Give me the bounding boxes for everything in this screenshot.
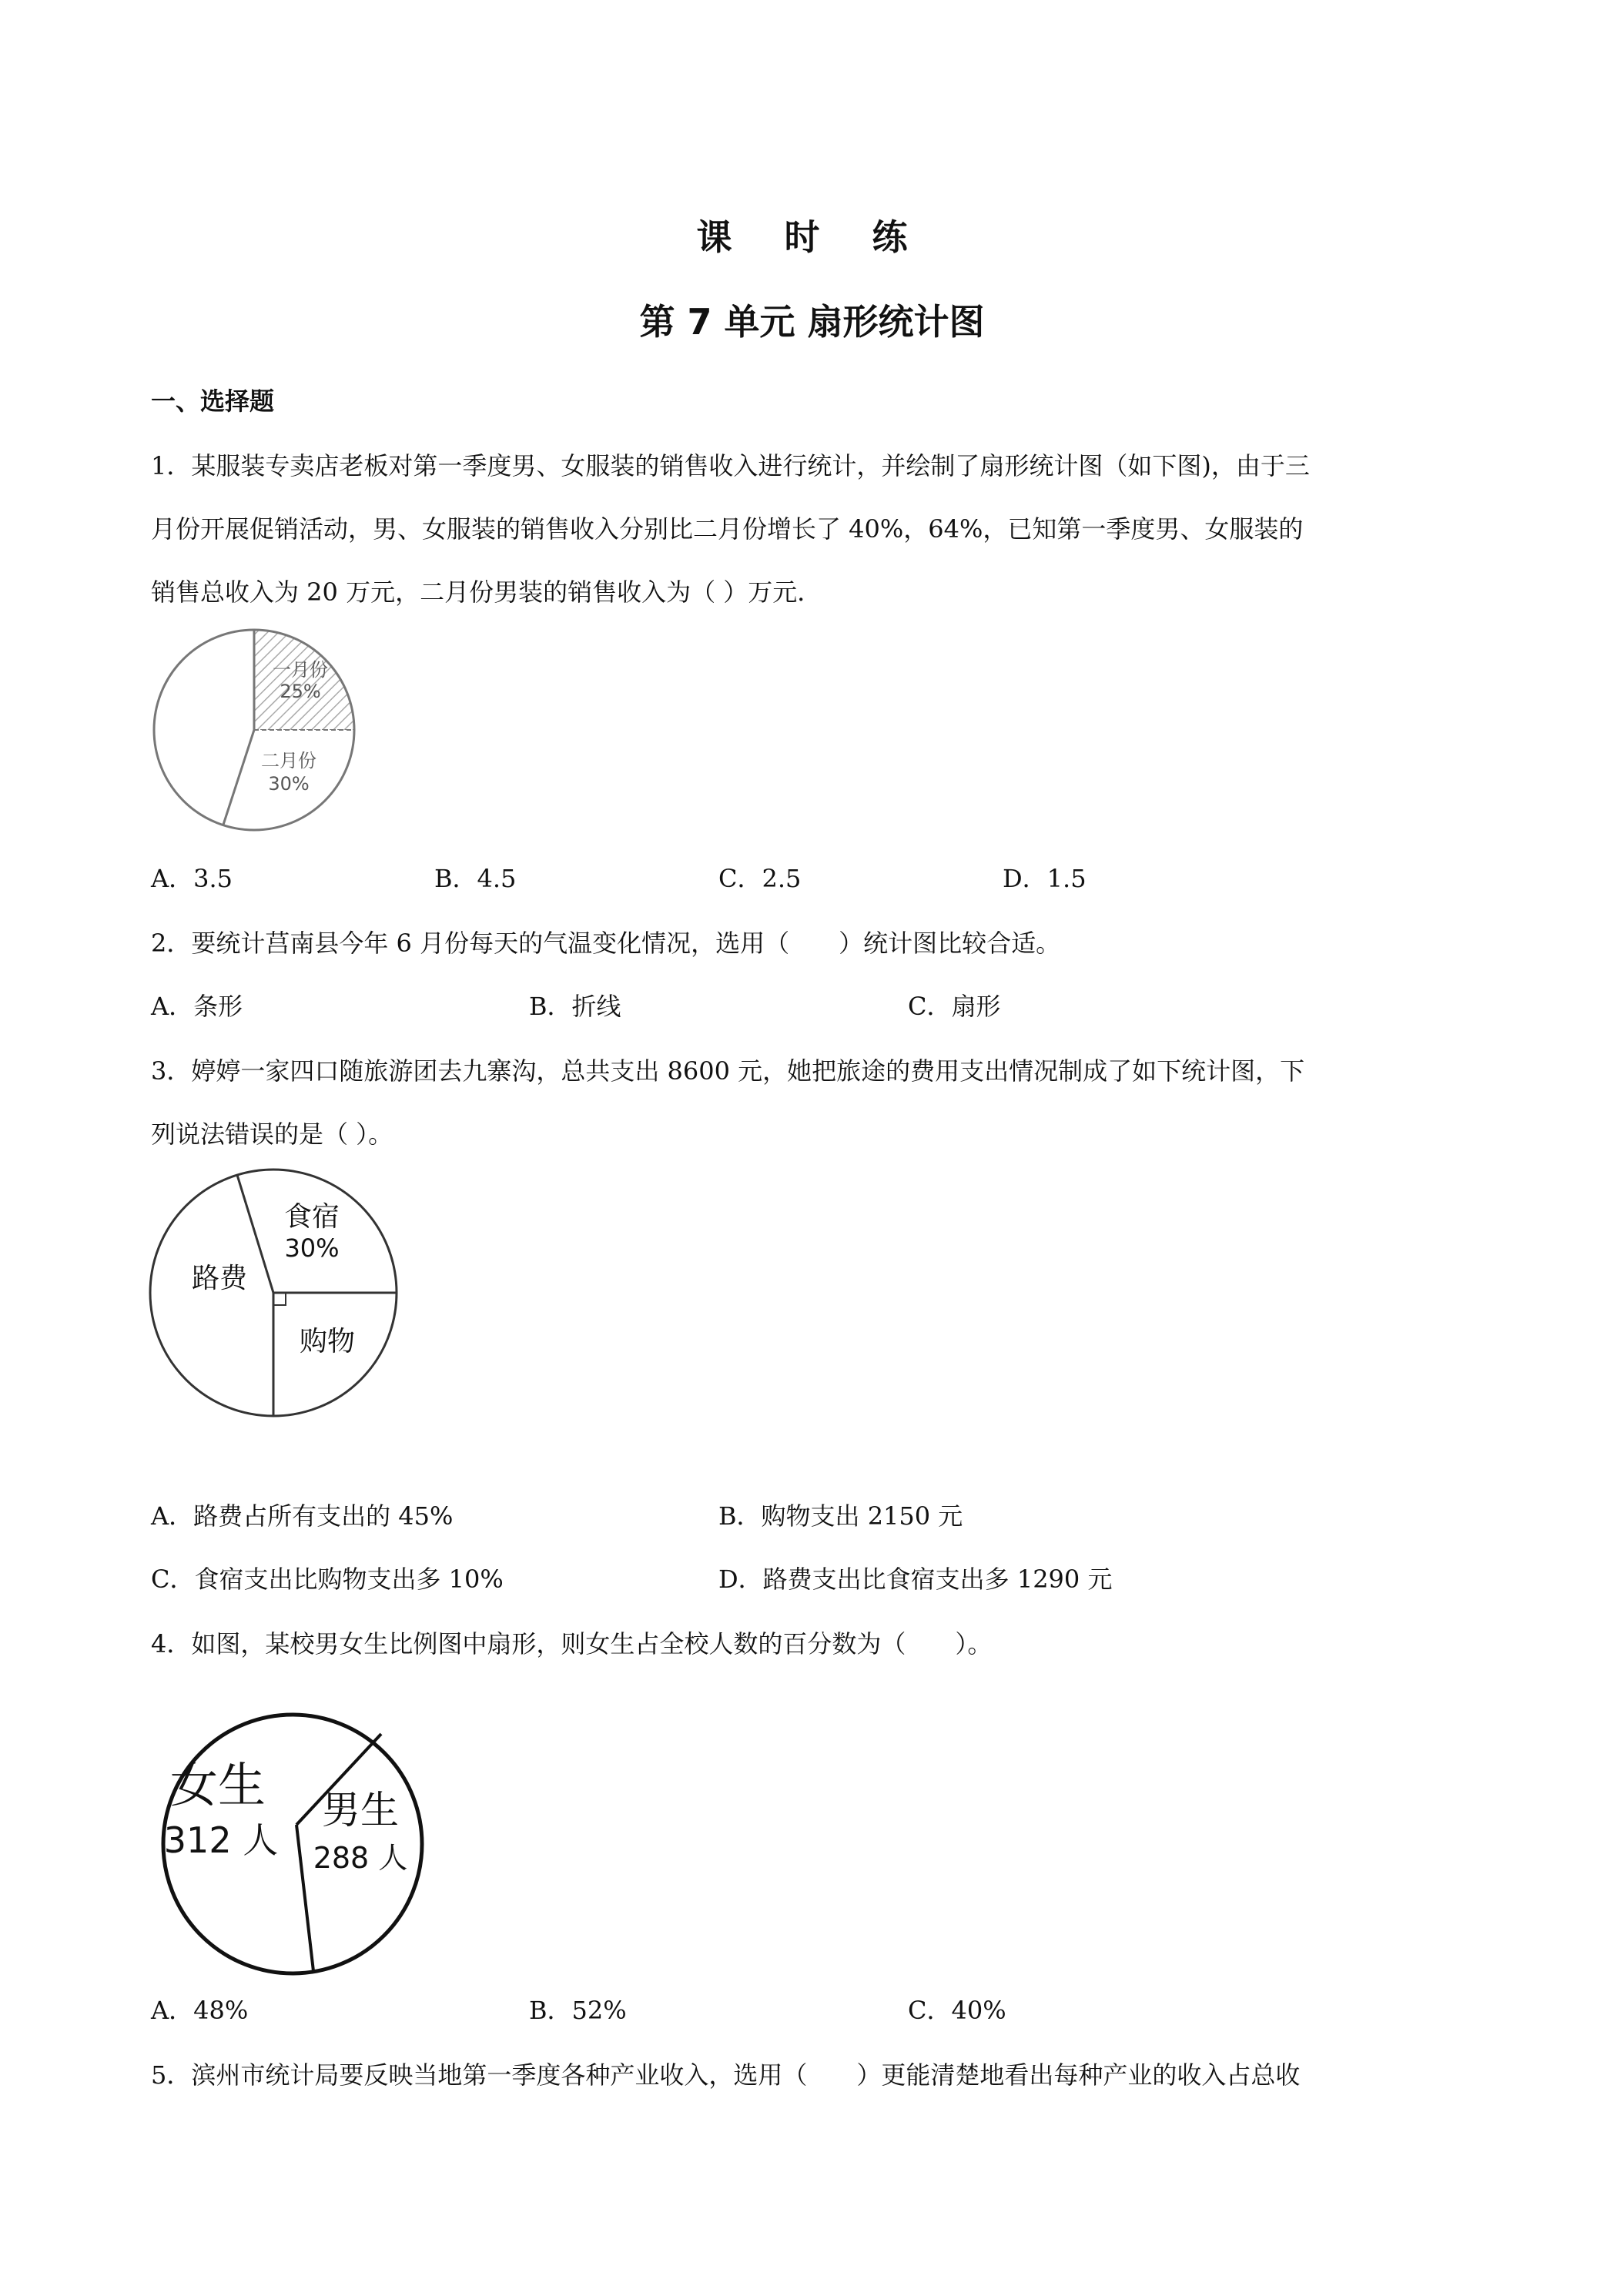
q4-pie-count-girls: 312 人 [163,1819,279,1861]
q3-pie-label-travel: 路费 [191,1263,248,1294]
q4-pie-label-girls: 女生 [169,1757,266,1813]
q5-text: 5．滨州市统计局要反映当地第一季度各种产业收入，选用（ ）更能清楚地看出每种产业的收入占总收 [151,2060,1301,2090]
q1-pie-label-january: 一月份 [273,659,328,681]
q2-option-b[interactable]: B．折线 [529,992,621,1021]
q3-text-line-2: 列说法错误的是（ ）。 [151,1120,393,1149]
q3-option-c[interactable]: C．食宿支出比购物支出多 10% [151,1565,504,1594]
q3-option-d[interactable]: D．路费支出比食宿支出多 1290 元 [718,1565,1113,1594]
q1-pie-pct-january: 25% [280,681,321,702]
q1-text-line-1: 1．某服装专卖店老板对第一季度男、女服装的销售收入进行统计，并绘制了扇形统计图（如下图)，由于三 [151,451,1310,480]
q3-pie-pct-food: 30% [284,1233,340,1263]
q1-option-d[interactable]: D．1.5 [1003,864,1087,893]
q1-pie-chart [146,622,362,838]
q3-option-b[interactable]: B．购物支出 2150 元 [718,1501,963,1531]
q1-text-line-3: 销售总收入为 20 万元，二月份男装的销售收入为（ ）万元． [151,577,822,607]
q1-option-a[interactable]: A．3.5 [151,864,233,893]
q1-pie-label-february: 二月份 [261,750,316,771]
q3-text-line-1: 3．婷婷一家四口随旅游团去九寨沟，总共支出 8600 元，她把旅途的费用支出情况制成了如下统计图，下 [151,1056,1305,1086]
q1-pie-pct-february: 30% [268,773,310,795]
q3-pie-label-shopping: 购物 [299,1326,356,1357]
q4-text: 4．如图，某校男女生比例图中扇形，则女生占全校人数的百分数为（ ）。 [151,1629,993,1658]
q4-option-a[interactable]: A．48% [151,1996,249,2025]
q4-pie-count-boys: 288 人 [313,1841,408,1875]
q3-pie-chart [146,1166,408,1427]
q1-option-b[interactable]: B．4.5 [434,864,517,893]
q3-option-a[interactable]: A．路费占所有支出的 45% [151,1501,454,1531]
q2-text: 2．要统计莒南县今年 6 月份每天的气温变化情况，选用（ ）统计图比较合适。 [151,929,1061,958]
q1-text-line-2: 月份开展促销活动，男、女服装的销售收入分别比二月份增长了 40%，64%，已知第一季度男、女服装的 [151,514,1304,544]
section-heading: 一、选择题 [151,387,275,416]
q2-option-a[interactable]: A．条形 [151,992,243,1021]
q1-option-c[interactable]: C．2.5 [718,864,802,893]
q2-option-c[interactable]: C．扇形 [908,992,1001,1021]
q4-option-b[interactable]: B．52% [529,1996,627,2025]
q4-pie-chart [158,1709,427,1979]
unit-title: 第 7 单元 扇形统计图 [639,301,985,343]
q3-pie-label-food: 食宿 [283,1201,340,1233]
q4-option-c[interactable]: C．40% [908,1996,1006,2025]
q4-pie-label-boys: 男生 [322,1788,399,1832]
page-title: 课 时 练 [696,216,928,258]
